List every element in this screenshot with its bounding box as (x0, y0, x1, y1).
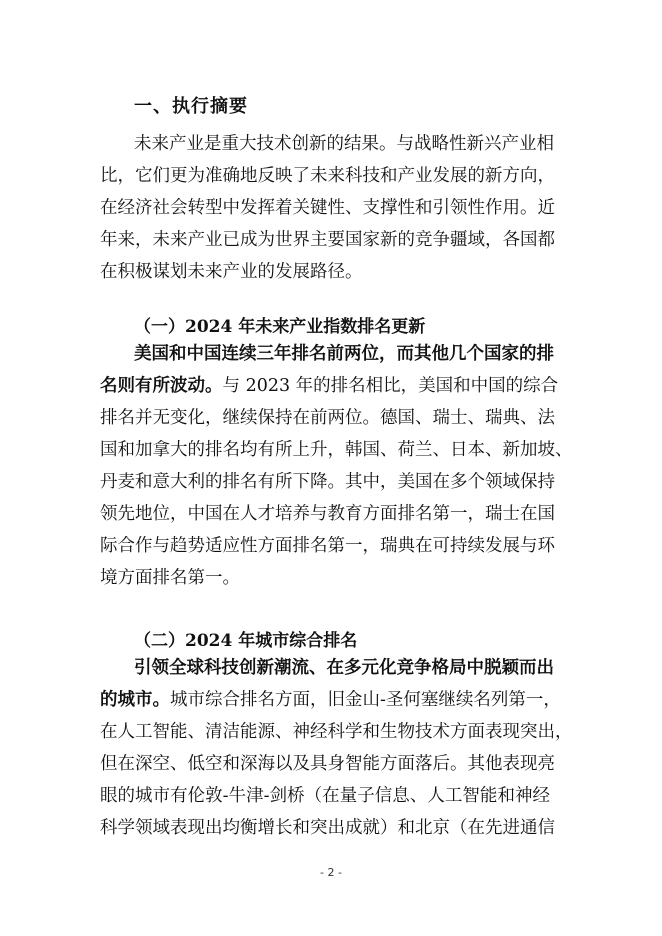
paragraph-text: 城市综合排名方面，旧金山-圣何塞继续名列第一， (170, 690, 561, 710)
paragraph-line: 在积极谋划未来产业的发展路径。 (100, 262, 363, 282)
paragraph-line: 但在深空、低空和深海以及具身智能方面落后。其他表现亮 (100, 754, 555, 774)
paragraph-line: 境方面排名第一。 (100, 568, 240, 588)
paragraph-line: 国和加拿大的排名均有所上升，韩国、荷兰、日本、新加坡、 (100, 440, 573, 460)
paragraph-line: 排名并无变化，继续保持在前两位。德国、瑞士、瑞典、法 (100, 408, 555, 428)
paragraph-text: 与 2023 年的排名相比，美国和中国的综合 (222, 376, 559, 396)
index-ranking-paragraph (100, 338, 573, 594)
paragraph-line: 未来产业是重大技术创新的结果。与战略性新兴产业相 (134, 134, 554, 154)
paragraph-line: 在经济社会转型中发挥着关键性、支撑性和引领性作用。近 (100, 198, 555, 218)
paragraph-line (100, 370, 559, 402)
city-ranking-paragraph (100, 652, 573, 844)
paragraph-line (100, 684, 561, 716)
page-number: - 2 - (320, 866, 342, 879)
paragraph-line: 年来，未来产业已成为世界主要国家新的竞争疆域，各国都 (100, 230, 555, 250)
executive-summary-paragraph (100, 128, 555, 288)
bold-lead-text: 的城市。 (100, 690, 170, 710)
bold-lead-line: 引领全球科技创新潮流、在多元化竞争格局中脱颖而出 (134, 658, 554, 678)
paragraph-line: 际合作与趋势适应性方面排名第一，瑞典在可持续发展与环 (100, 536, 555, 556)
paragraph-line: 比，它们更为准确地反映了未来科技和产业发展的新方向， (100, 166, 555, 186)
section-heading-executive-summary: 一、执行摘要 (134, 96, 248, 117)
paragraph-line: 科学领域表现出均衡增长和突出成就）和北京（在先进通信 (100, 818, 555, 838)
bold-lead-text: 名则有所波动。 (100, 376, 223, 396)
paragraph-line: 在人工智能、清洁能源、神经科学和生物技术方面表现突出， (100, 722, 573, 742)
paragraph-line: 眼的城市有伦敦-牛津-剑桥（在量子信息、人工智能和神经 (100, 786, 550, 806)
paragraph-line: 领先地位，中国在人才培养与教育方面排名第一，瑞士在国 (100, 504, 555, 524)
paragraph-line: 丹麦和意大利的排名有所下降。其中，美国在多个领域保持 (100, 472, 555, 492)
subsection-heading-index-ranking: （一）2024 年未来产业指数排名更新 (134, 317, 426, 337)
subsection-heading-city-ranking: （二）2024 年城市综合排名 (134, 631, 358, 651)
bold-lead-line: 美国和中国连续三年排名前两位，而其他几个国家的排 (134, 344, 554, 364)
